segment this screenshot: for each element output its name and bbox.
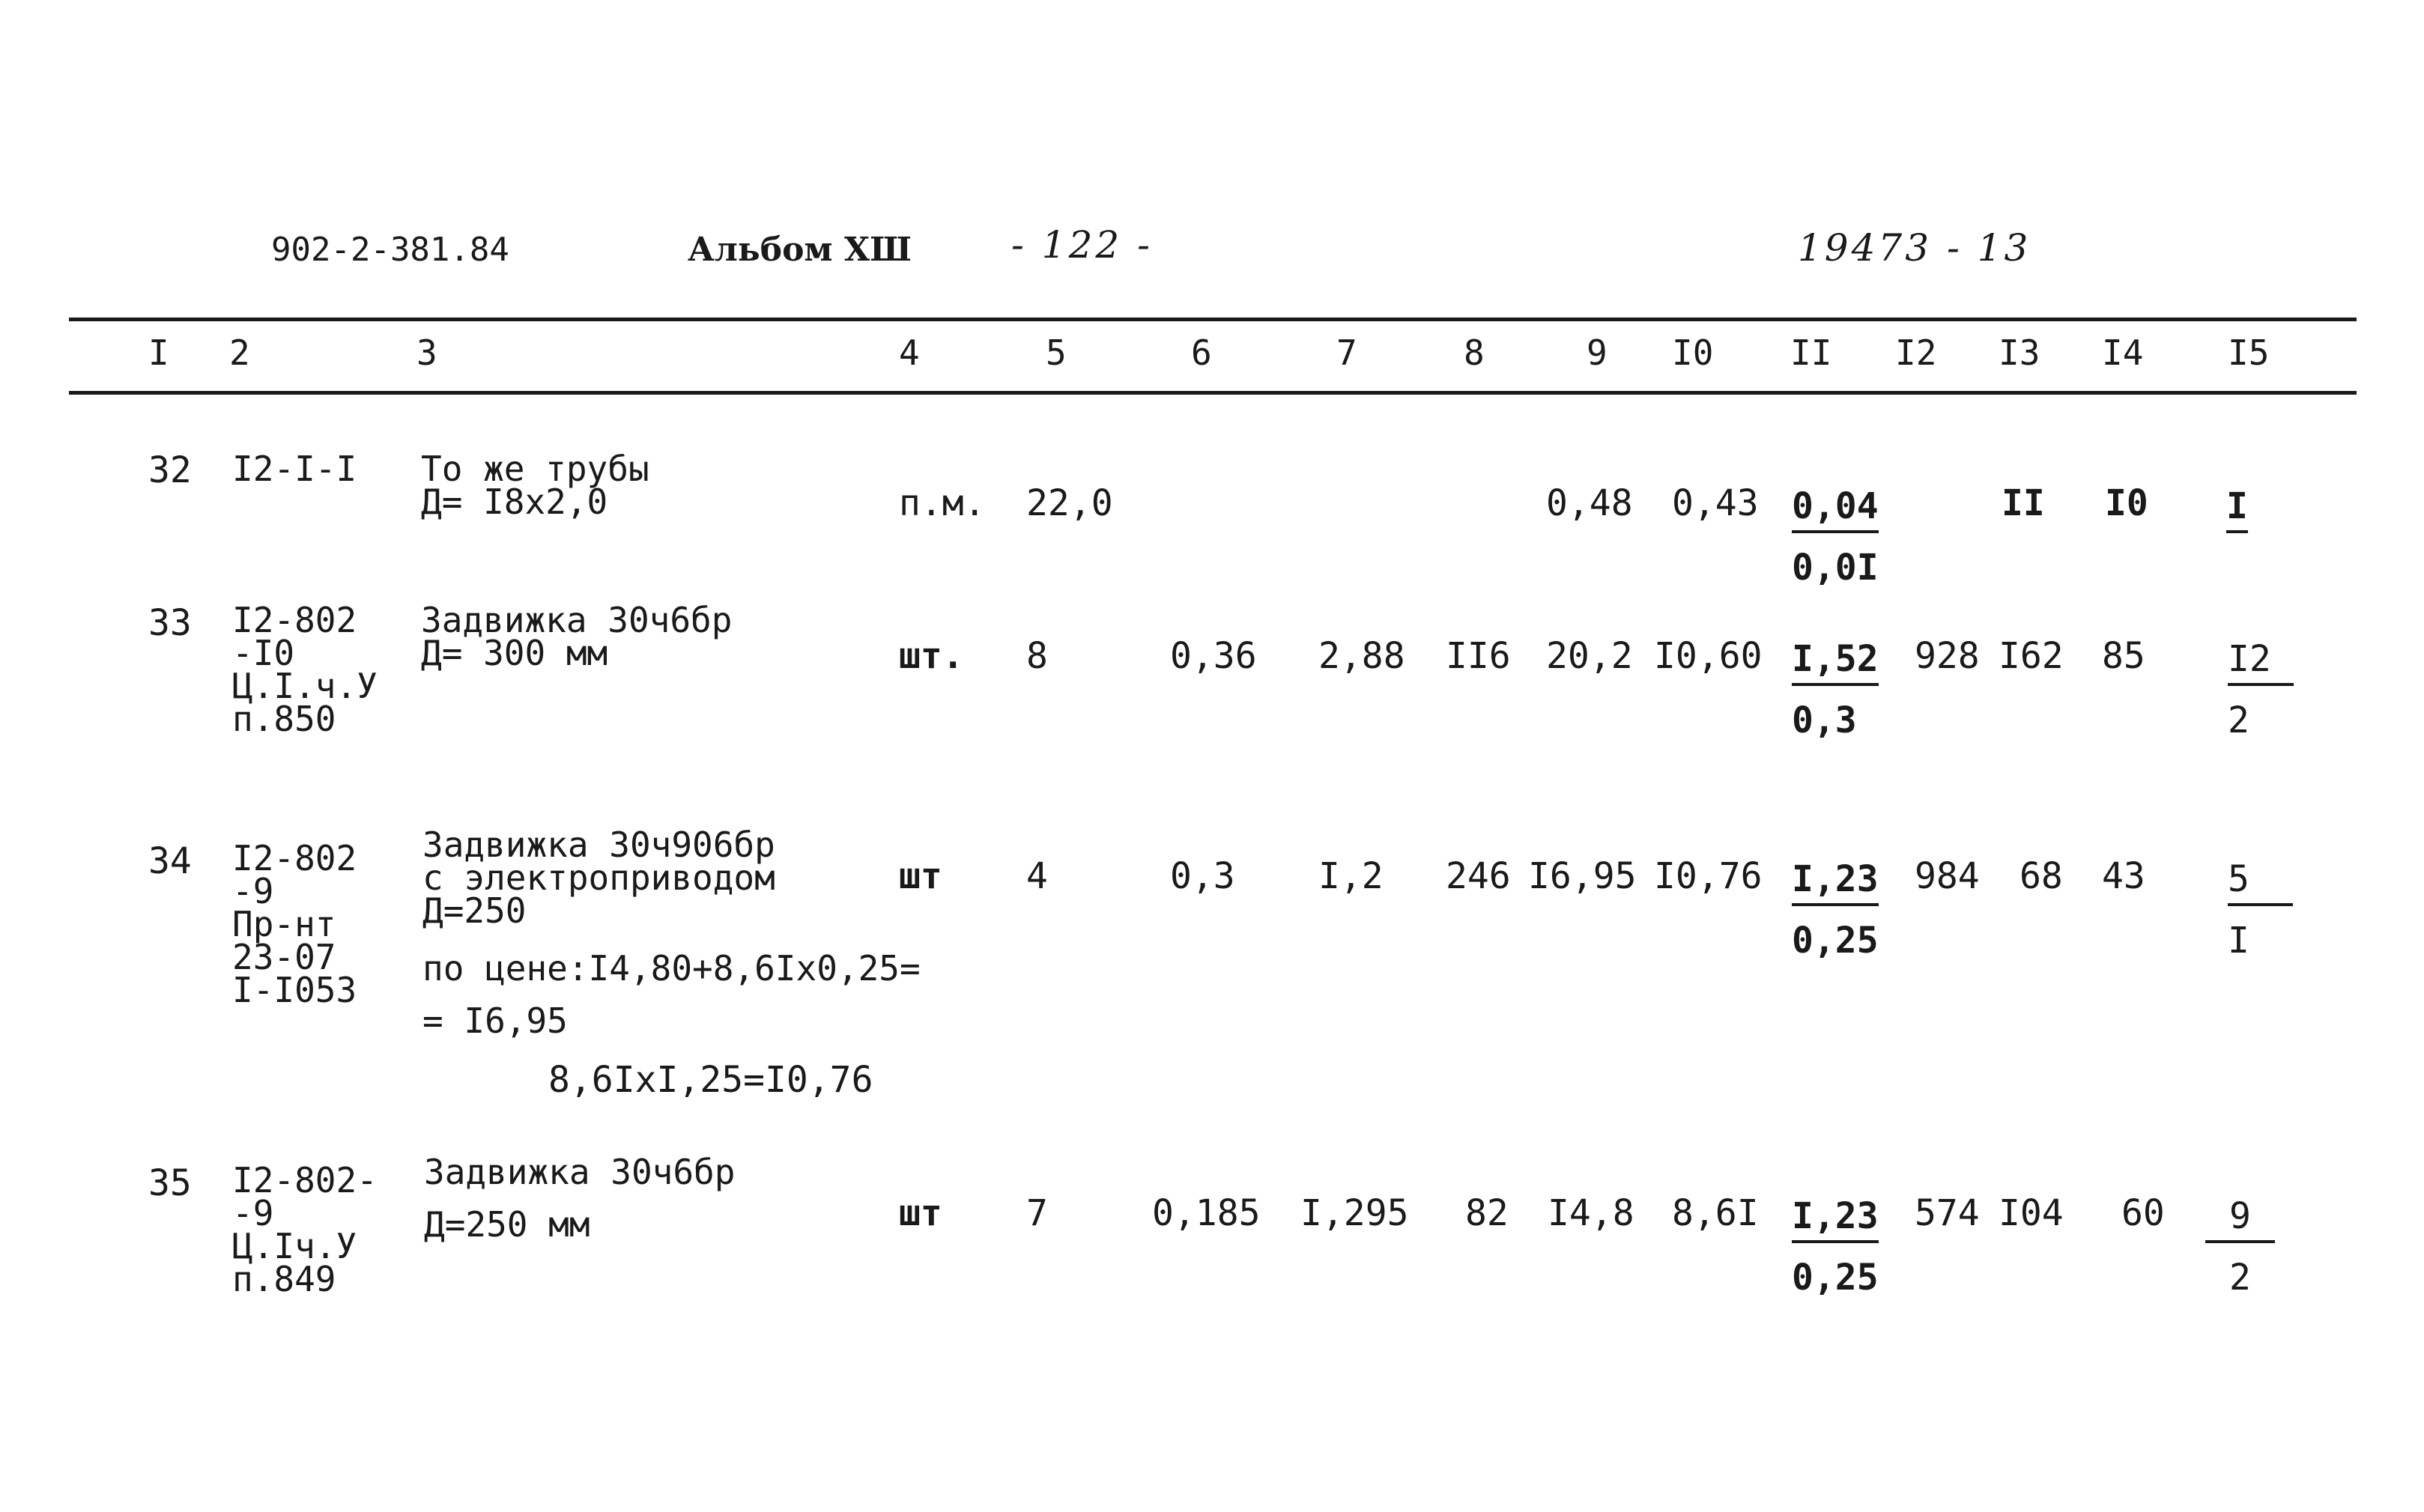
row-col13: I62 xyxy=(1999,635,2064,677)
row-col15-fraction xyxy=(2205,1195,2275,1299)
row-code xyxy=(232,449,357,489)
row-col15-fraction xyxy=(2226,485,2248,547)
row-quantity: 22,0 xyxy=(1026,482,1113,524)
row-col11-fraction xyxy=(1792,858,1879,962)
price-note-line: = I6,95 xyxy=(422,1001,568,1041)
col-header-1: I xyxy=(148,333,169,373)
fraction-numerator: I xyxy=(2226,485,2248,533)
col-header-9: 9 xyxy=(1587,333,1608,373)
desc-line: Д= 300 мм xyxy=(421,633,608,673)
row-description xyxy=(424,1146,735,1251)
desc-line: Задвижка 30ч906бр xyxy=(422,825,775,865)
code-line: п.849 xyxy=(232,1259,336,1299)
desc-line: Д=250 xyxy=(422,890,527,931)
row-col12: 984 xyxy=(1915,855,1980,897)
row-quantity: 4 xyxy=(1026,855,1048,897)
row-col8: 82 xyxy=(1465,1192,1509,1234)
row-unit: шт. xyxy=(899,635,964,677)
fraction-denominator: 2 xyxy=(2228,699,2249,741)
fraction-denominator: 0,25 xyxy=(1792,920,1879,962)
col-header-15: I5 xyxy=(2228,333,2270,373)
desc-line: Задвижка 30ч6бр xyxy=(421,600,733,640)
code-line: -I0 xyxy=(232,633,295,673)
code-line: Ц.Iч.У xyxy=(232,1226,357,1266)
col-header-12: I2 xyxy=(1895,333,1937,373)
row-col15-fraction xyxy=(2228,858,2293,962)
row-col10: I0,76 xyxy=(1654,855,1763,897)
col-header-13: I3 xyxy=(1999,333,2040,373)
desc-line: с электроприводом xyxy=(422,857,775,898)
row-col6: 0,3 xyxy=(1170,855,1235,897)
fraction-numerator: I,23 xyxy=(1792,858,1879,906)
fraction-numerator: 0,04 xyxy=(1792,485,1879,533)
col-header-3: 3 xyxy=(416,333,437,373)
row-unit: шт xyxy=(899,855,942,897)
project-code: 19473 - 13 xyxy=(1798,226,2031,270)
code-line: I2-I-I xyxy=(232,449,357,489)
row-col6: 0,36 xyxy=(1170,635,1257,677)
row-col13: II xyxy=(2002,482,2045,524)
price-note xyxy=(422,942,921,1047)
row-col11-fraction xyxy=(1792,485,1879,589)
row-number: 34 xyxy=(148,840,192,882)
fraction-numerator: I,23 xyxy=(1792,1195,1879,1243)
row-description xyxy=(421,449,649,522)
col-header-14: I4 xyxy=(2102,333,2144,373)
price-note-line: по цене:I4,80+8,6Ix0,25= xyxy=(422,948,921,989)
col-header-8: 8 xyxy=(1464,333,1485,373)
col-header-11: II xyxy=(1790,333,1832,373)
row-col15-fraction xyxy=(2228,638,2294,741)
row-col7: 2,88 xyxy=(1318,635,1405,677)
fraction-numerator: 5 xyxy=(2228,858,2293,906)
code-line: I-I053 xyxy=(232,970,357,1010)
page-number: - 122 - xyxy=(1011,223,1154,267)
row-unit: шт xyxy=(899,1192,942,1234)
col-header-10: I0 xyxy=(1672,333,1714,373)
table-top-rule xyxy=(69,318,2357,321)
desc-line: Д=250 мм xyxy=(424,1204,590,1245)
row-code xyxy=(232,838,357,1010)
code-line: -9 xyxy=(232,1193,274,1233)
fraction-numerator: I,52 xyxy=(1792,638,1879,686)
fraction-denominator: I xyxy=(2228,920,2249,962)
row-col10: 8,6I xyxy=(1672,1192,1759,1234)
row-code xyxy=(232,600,378,739)
code-line: -9 xyxy=(232,871,274,911)
desc-line: Задвижка 30ч6бр xyxy=(424,1152,736,1192)
row-col7: I,295 xyxy=(1300,1192,1409,1234)
col-header-6: 6 xyxy=(1191,333,1212,373)
fraction-denominator: 0,25 xyxy=(1792,1257,1879,1299)
code-line: Ц.I.ч.У xyxy=(232,666,378,706)
col-header-7: 7 xyxy=(1336,333,1357,373)
fraction-denominator: 2 xyxy=(2229,1257,2251,1299)
row-col9: 0,48 xyxy=(1546,482,1633,524)
row-col8: II6 xyxy=(1446,635,1511,677)
code-line: Пр-нт xyxy=(232,904,336,944)
row-col14: I0 xyxy=(2105,482,2148,524)
row-unit: п.м. xyxy=(899,482,986,524)
row-col10: 0,43 xyxy=(1672,482,1759,524)
row-description xyxy=(421,600,733,673)
row-col12: 574 xyxy=(1915,1192,1980,1234)
row-col9: I4,8 xyxy=(1548,1192,1634,1234)
row-col7: I,2 xyxy=(1318,855,1384,897)
code-line: 23-07 xyxy=(232,937,336,977)
col-header-4: 4 xyxy=(899,333,920,373)
row-quantity: 8 xyxy=(1026,635,1048,677)
row-code xyxy=(232,1160,378,1299)
row-number: 35 xyxy=(148,1162,192,1204)
album-label: Альбом XШ xyxy=(688,231,912,269)
col-header-5: 5 xyxy=(1046,333,1067,373)
row-col11-fraction xyxy=(1792,1195,1879,1299)
fraction-denominator: 0,0I xyxy=(1792,547,1879,589)
desc-line: Д= I8x2,0 xyxy=(421,482,608,522)
row-col6: 0,185 xyxy=(1152,1192,1261,1234)
row-number: 32 xyxy=(148,449,192,491)
code-line: I2-802 xyxy=(232,600,357,640)
row-col12: 928 xyxy=(1915,635,1980,677)
row-col10: I0,60 xyxy=(1654,635,1763,677)
fraction-numerator: 9 xyxy=(2205,1195,2275,1243)
row-col13: I04 xyxy=(1999,1192,2064,1234)
fraction-numerator: I2 xyxy=(2228,638,2294,686)
header-bottom-rule xyxy=(69,391,2357,395)
row-number: 33 xyxy=(148,602,192,644)
row-col14: 60 xyxy=(2121,1192,2165,1234)
row-col9: 20,2 xyxy=(1546,635,1633,677)
row-col8: 246 xyxy=(1446,855,1511,897)
code-line: п.850 xyxy=(232,699,336,739)
col-header-2: 2 xyxy=(229,333,250,373)
row-col14: 43 xyxy=(2102,855,2145,897)
desc-line: То же трубы xyxy=(421,449,649,489)
row-col11-fraction xyxy=(1792,638,1879,741)
code-line: I2-802 xyxy=(232,838,357,878)
row-col14: 85 xyxy=(2102,635,2145,677)
row-quantity: 7 xyxy=(1026,1192,1048,1234)
fraction-denominator: 0,3 xyxy=(1792,699,1857,741)
row-description xyxy=(422,825,775,931)
document-number: 902-2-381.84 xyxy=(271,231,509,269)
price-calculation: 8,6IxI,25=I0,76 xyxy=(548,1059,873,1101)
row-col9: I6,95 xyxy=(1528,855,1637,897)
code-line: I2-802- xyxy=(232,1160,378,1200)
row-col13: 68 xyxy=(2020,855,2063,897)
